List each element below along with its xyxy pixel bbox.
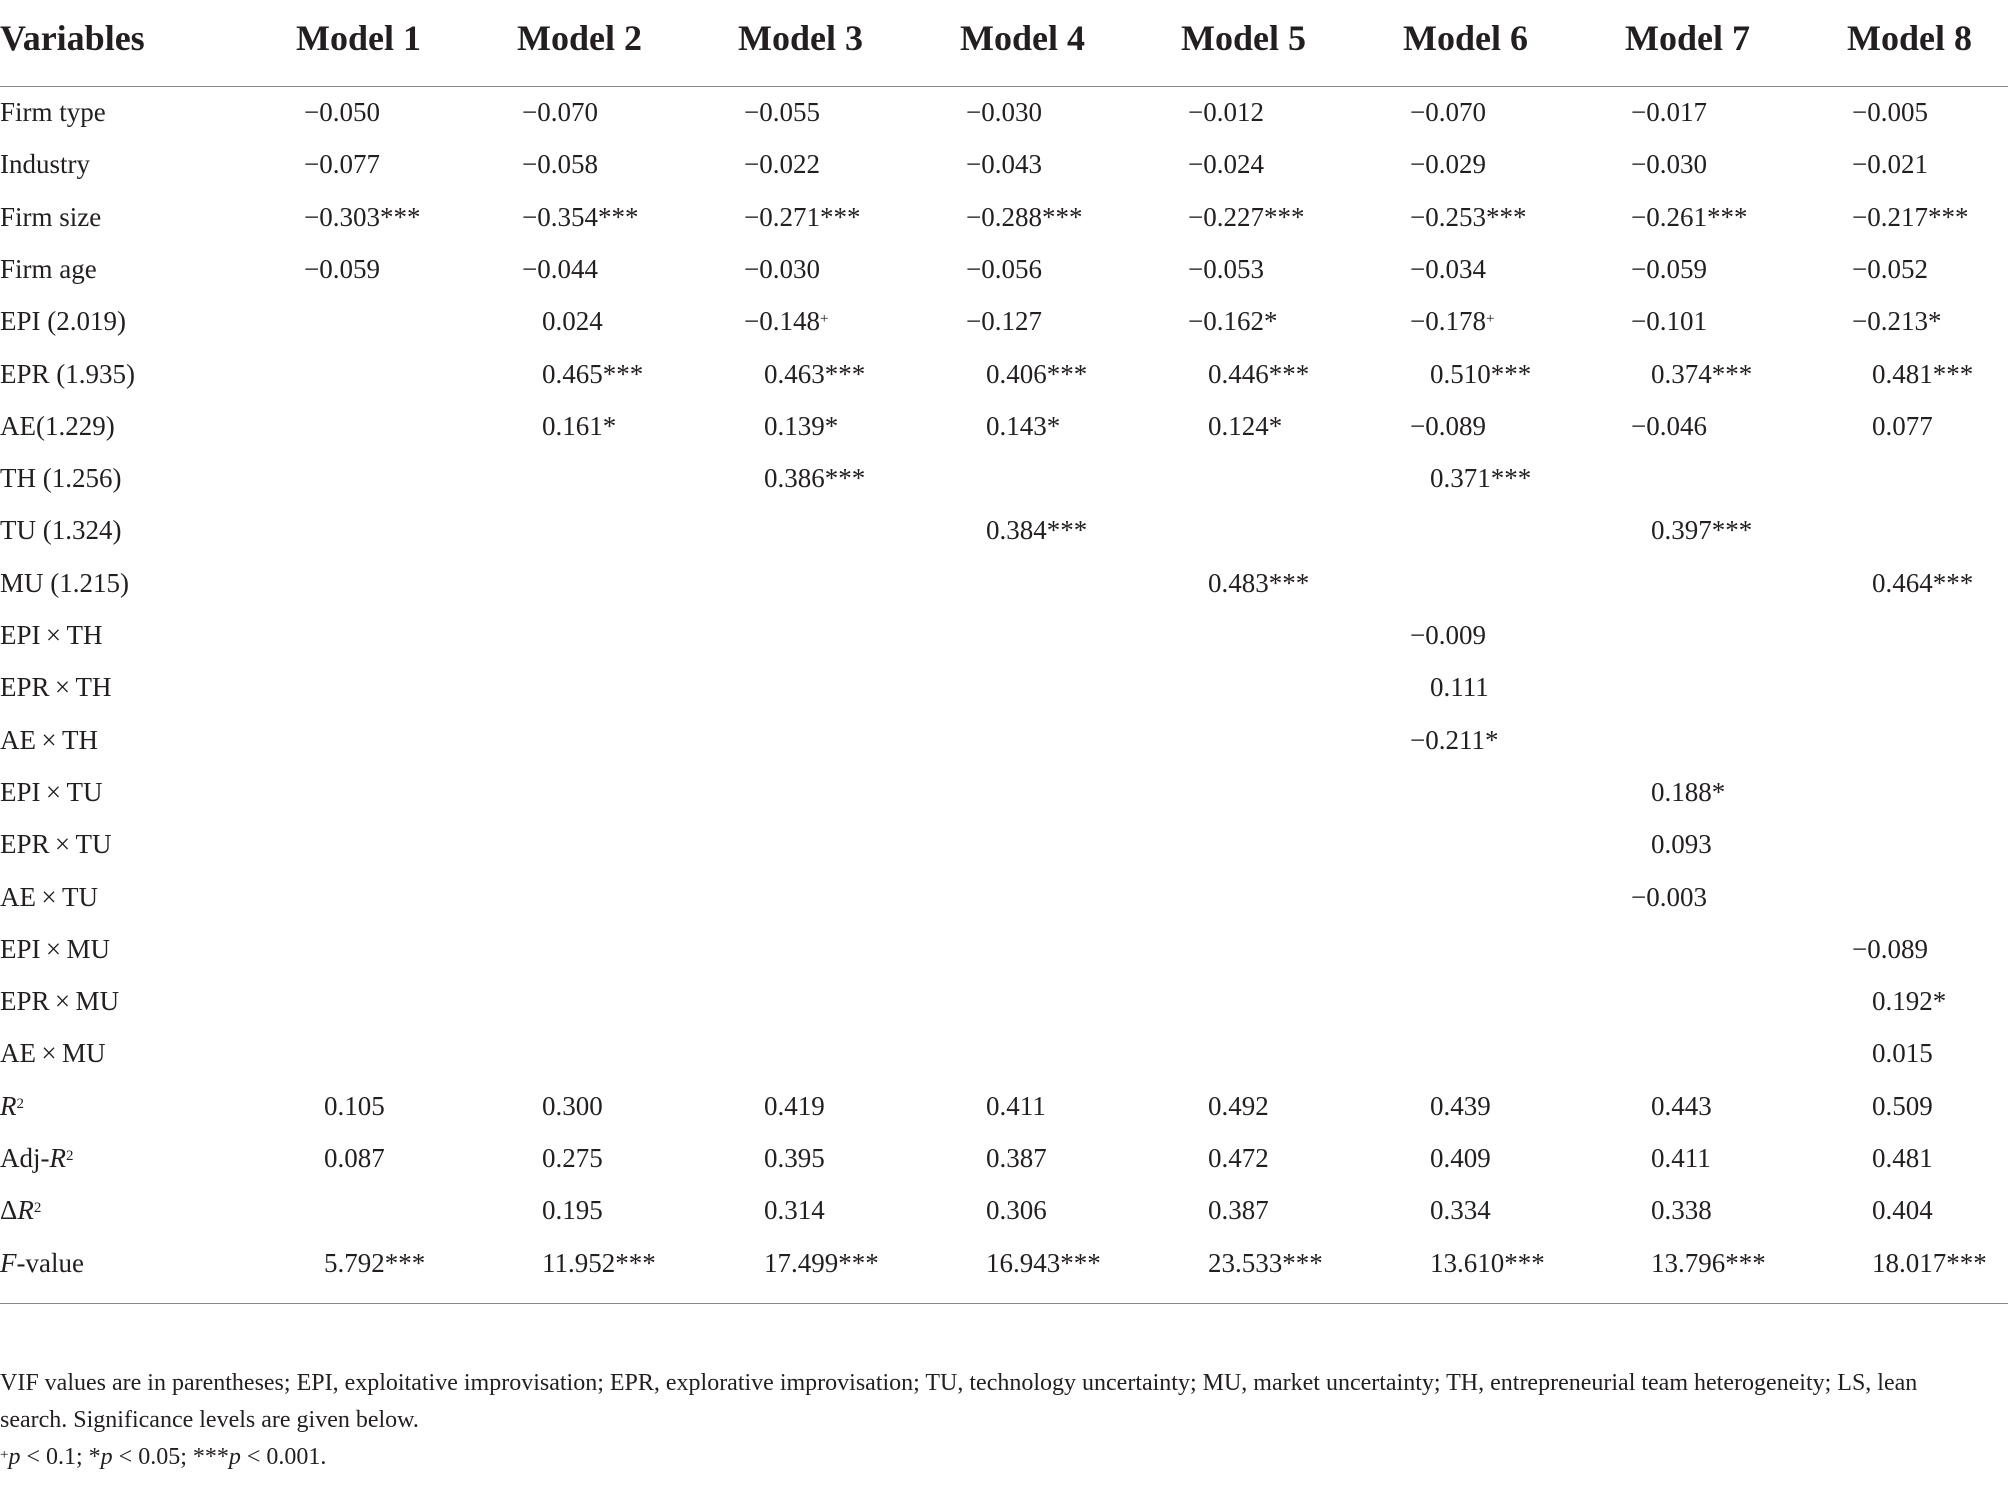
cell-model-1: 5.792*** (324, 1247, 426, 1278)
row-label: TU (1.324) (0, 515, 122, 546)
row-label: EPR × MU (0, 986, 120, 1017)
cell-model-4: 0.143* (986, 410, 1061, 441)
cell-model-6: −0.034 (1410, 253, 1486, 284)
cell-model-7: −0.017 (1631, 97, 1707, 127)
cell-model-2: 11.952*** (542, 1247, 656, 1278)
cell-model-5: −0.162* (1188, 306, 1278, 337)
cell-model-6: 0.334 (1430, 1195, 1491, 1226)
cell-model-8: 0.015 (1872, 1038, 1933, 1069)
table-row (0, 609, 2008, 661)
cell-model-5: −0.053 (1188, 253, 1264, 284)
cell-model-6: 0.409 (1430, 1143, 1491, 1173)
cell-model-7: 0.093 (1651, 829, 1712, 860)
cell-model-7: −0.101 (1631, 306, 1707, 337)
cell-model-2: 0.300 (542, 1090, 603, 1121)
row-label: EPR × TU (0, 829, 112, 860)
table-row (0, 1237, 2008, 1289)
table-row (0, 557, 2008, 609)
row-label: EPI × MU (0, 933, 111, 964)
table-row (0, 1080, 2008, 1132)
cell-model-1: −0.050 (304, 97, 380, 127)
cell-model-3: −0.022 (744, 149, 820, 180)
cell-model-8: −0.052 (1852, 253, 1928, 284)
cell-model-1: 0.087 (324, 1143, 385, 1173)
row-label: Adj-$R^2$ (0, 1143, 74, 1173)
header-variables: Variables (0, 18, 145, 58)
table-row (0, 400, 2008, 452)
header-model-8: Model 8 (1847, 18, 1972, 58)
cell-model-2: 0.275 (542, 1143, 603, 1173)
header-model-3: Model 3 (738, 18, 863, 58)
cell-model-3: −0.030 (744, 253, 820, 284)
table-row (0, 661, 2008, 713)
table-row (0, 818, 2008, 870)
significance-note: +p < 0.1; *p < 0.05; ***p < 0.001. (0, 1444, 327, 1470)
cell-model-4: 0.406*** (986, 358, 1088, 389)
cell-model-5: 0.492 (1208, 1090, 1269, 1121)
bottom-rule (0, 1303, 2008, 1304)
table-row (0, 504, 2008, 556)
cell-model-6: 0.510*** (1430, 358, 1532, 389)
cell-model-8: 0.481 (1872, 1143, 1933, 1173)
table-row (0, 1184, 2008, 1236)
cell-model-1: 0.105 (324, 1090, 385, 1121)
header-model-6: Model 6 (1403, 18, 1528, 58)
cell-model-6: −0.029 (1410, 149, 1486, 180)
row-label: Industry (0, 149, 90, 180)
cell-model-3: −0.271*** (744, 201, 861, 232)
cell-model-7: 0.338 (1651, 1195, 1712, 1226)
cell-model-8: −0.213* (1852, 306, 1942, 337)
cell-model-3: 0.139* (764, 410, 839, 441)
row-label: TH (1.256) (0, 463, 122, 494)
table-row (0, 714, 2008, 766)
cell-model-5: 0.483*** (1208, 567, 1310, 598)
row-label: EPI × TH (0, 620, 103, 650)
table-row (0, 191, 2008, 243)
cell-model-2: 0.195 (542, 1195, 603, 1226)
cell-model-2: −0.354*** (522, 201, 639, 232)
cell-model-8: 18.017*** (1872, 1247, 1987, 1278)
cell-model-6: −0.009 (1410, 620, 1486, 650)
cell-model-7: −0.003 (1631, 881, 1707, 912)
row-label: $\Delta R^2$ (0, 1195, 42, 1226)
cell-model-5: 0.446*** (1208, 358, 1310, 389)
cell-model-8: 0.509 (1872, 1090, 1933, 1121)
cell-model-7: 0.188* (1651, 776, 1726, 807)
row-label: EPI (2.019) (0, 306, 126, 337)
cell-model-6: 0.371*** (1430, 463, 1532, 494)
row-label: MU (1.215) (0, 567, 129, 598)
cell-model-6: 0.111 (1430, 672, 1489, 703)
row-label: AE × MU (0, 1038, 106, 1069)
cell-model-5: −0.227*** (1188, 201, 1305, 232)
table-row (0, 766, 2008, 818)
cell-model-6: 13.610*** (1430, 1247, 1545, 1278)
row-label: AE × TH (0, 724, 99, 755)
cell-model-7: 0.411 (1651, 1143, 1711, 1173)
cell-model-8: 0.192* (1872, 986, 1947, 1017)
cell-model-7: −0.030 (1631, 149, 1707, 180)
row-label: EPI × TU (0, 776, 103, 807)
row-label: Firm type (0, 97, 106, 127)
cell-model-7: 0.397*** (1651, 515, 1753, 546)
cell-model-3: 0.395 (764, 1143, 825, 1173)
table-row (0, 871, 2008, 923)
table-row (0, 295, 2008, 347)
cell-model-8: 0.464*** (1872, 567, 1974, 598)
cell-model-8: 0.404 (1872, 1195, 1933, 1226)
table-row (0, 138, 2008, 190)
cell-model-5: 23.533*** (1208, 1247, 1323, 1278)
cell-model-7: 0.374*** (1651, 358, 1753, 389)
header-model-1: Model 1 (296, 18, 421, 58)
cell-model-5: −0.024 (1188, 149, 1264, 180)
cell-model-4: 16.943*** (986, 1247, 1101, 1278)
cell-model-1: −0.059 (304, 253, 380, 284)
row-label: EPR × TH (0, 672, 112, 703)
cell-model-8: 0.481*** (1872, 358, 1974, 389)
cell-model-3: 17.499*** (764, 1247, 879, 1278)
row-label: F-value (0, 1247, 84, 1278)
cell-model-7: 13.796*** (1651, 1247, 1766, 1278)
cell-model-2: 0.161* (542, 410, 617, 441)
cell-model-4: −0.127 (966, 306, 1042, 337)
header-model-4: Model 4 (960, 18, 1085, 58)
cell-model-8: −0.021 (1852, 149, 1928, 180)
cell-model-8: −0.089 (1852, 933, 1928, 964)
table-row (0, 1027, 2008, 1079)
table-row (0, 923, 2008, 975)
table-row (0, 452, 2008, 504)
cell-model-2: 0.024 (542, 306, 603, 337)
row-label: Firm size (0, 201, 102, 232)
cell-model-3: 0.314 (764, 1195, 825, 1226)
header-model-2: Model 2 (517, 18, 642, 58)
cell-model-5: 0.124* (1208, 410, 1283, 441)
cell-model-4: 0.306 (986, 1195, 1047, 1226)
cell-model-1: −0.077 (304, 149, 380, 180)
cell-model-2: 0.465*** (542, 358, 644, 389)
cell-model-6: −0.178+ (1410, 306, 1495, 337)
row-label: AE(1.229) (0, 410, 115, 441)
row-label: $R^2$ (0, 1090, 24, 1121)
cell-model-2: −0.058 (522, 149, 598, 180)
table-row (0, 243, 2008, 295)
table-row (0, 975, 2008, 1027)
cell-model-4: 0.387 (986, 1143, 1047, 1173)
cell-model-6: 0.439 (1430, 1090, 1491, 1121)
cell-model-2: −0.044 (522, 253, 598, 284)
cell-model-7: −0.059 (1631, 253, 1707, 284)
cell-model-4: −0.056 (966, 253, 1042, 284)
table-row (0, 348, 2008, 400)
cell-model-7: 0.443 (1651, 1090, 1712, 1121)
header-model-7: Model 7 (1625, 18, 1750, 58)
table-header-row (0, 0, 2008, 86)
row-label: EPR (1.935) (0, 358, 135, 389)
cell-model-7: −0.261*** (1631, 201, 1748, 232)
cell-model-6: −0.070 (1410, 97, 1486, 127)
cell-model-8: −0.005 (1852, 97, 1928, 127)
cell-model-7: −0.046 (1631, 410, 1707, 441)
table-row (0, 1132, 2008, 1184)
cell-model-6: −0.089 (1410, 410, 1486, 441)
cell-model-8: −0.217*** (1852, 201, 1969, 232)
cell-model-5: −0.012 (1188, 97, 1264, 127)
cell-model-6: −0.211* (1410, 724, 1499, 755)
table-footnote: VIF values are in parentheses; EPI, exploitative improvisation; EPR, explorative improvisation; TU, technology uncertainty; MU, market uncertainty; TH, entrepreneurial team heterogeneity; LS, lean search. Significance levels are given below. (0, 1370, 1918, 1433)
cell-model-4: −0.030 (966, 97, 1042, 127)
cell-model-2: −0.070 (522, 97, 598, 127)
cell-model-3: 0.463*** (764, 358, 866, 389)
cell-model-8: 0.077 (1872, 410, 1933, 441)
header-model-5: Model 5 (1181, 18, 1306, 58)
cell-model-4: 0.384*** (986, 515, 1088, 546)
cell-model-3: −0.055 (744, 97, 820, 127)
row-label: AE × TU (0, 881, 99, 912)
row-label: Firm age (0, 253, 97, 284)
cell-model-4: −0.288*** (966, 201, 1083, 232)
cell-model-3: 0.386*** (764, 463, 866, 494)
cell-model-5: 0.472 (1208, 1143, 1269, 1173)
cell-model-4: −0.043 (966, 149, 1042, 180)
cell-model-1: −0.303*** (304, 201, 421, 232)
cell-model-5: 0.387 (1208, 1195, 1269, 1226)
table-row (0, 86, 2008, 138)
cell-model-6: −0.253*** (1410, 201, 1527, 232)
cell-model-3: 0.419 (764, 1090, 825, 1121)
cell-model-3: −0.148+ (744, 306, 829, 337)
cell-model-4: 0.411 (986, 1090, 1046, 1121)
